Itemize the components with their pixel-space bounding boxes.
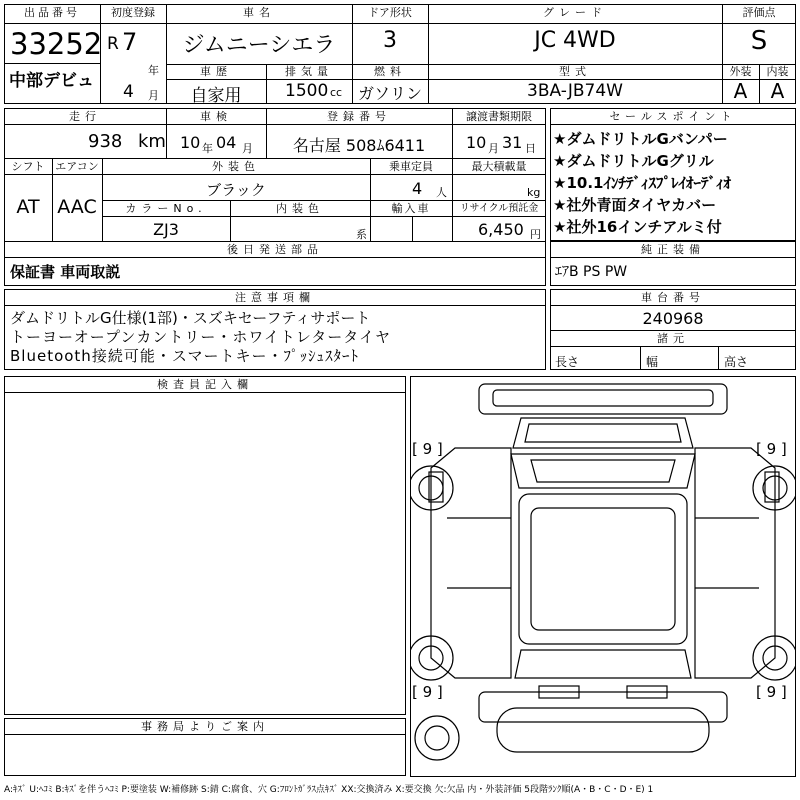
interior-label: 内装 (766, 65, 789, 78)
windshield-outline (511, 454, 695, 488)
first-reg-month: 4 (123, 82, 134, 102)
inspector-label: 検査員記入欄 (157, 378, 253, 391)
divider (102, 200, 546, 201)
divider (412, 216, 413, 241)
notes-label: 注意事項欄 (235, 291, 315, 304)
divider (4, 392, 406, 393)
transfer-due-label: 譲渡書類期限 (466, 110, 532, 123)
interior-grade: A (770, 79, 785, 103)
inspection-year: 10 (180, 133, 201, 152)
history-label: 車歴 (200, 65, 232, 78)
inspection-label: 車検 (200, 110, 232, 123)
first-reg-year: 7 (122, 28, 138, 56)
model-code-value: 3BA-JB74W (527, 81, 623, 101)
divider (4, 174, 546, 175)
shift-value: AT (16, 196, 40, 218)
recycle-value: 6,450 (478, 220, 524, 239)
transfer-day: 31 (502, 133, 523, 152)
inspection-month-unit: 月 (242, 142, 253, 155)
displacement-label: 排気量 (285, 65, 333, 78)
import-label: 輸入車 (391, 202, 431, 215)
divider (4, 305, 546, 306)
equipment-label: 純正装備 (641, 243, 705, 256)
chassis-no-value: 240968 (642, 309, 704, 328)
ext-color-label: 外装色 (212, 160, 260, 173)
tire-mark: [ 9 ] (756, 440, 787, 458)
front-left-wheel (411, 466, 453, 510)
rear-right-wheel (753, 636, 795, 680)
fuel-label: 燃料 (374, 65, 406, 78)
divider (4, 158, 546, 159)
divider (166, 79, 796, 80)
divider (640, 346, 641, 370)
right-side-outline (695, 448, 775, 678)
divider (550, 305, 796, 306)
note-line: ダムドリトルG仕様(1部)・スズキセーフティサポート (10, 309, 371, 327)
front-bumper-outline (479, 384, 727, 414)
color-no-value: ZJ3 (153, 220, 179, 239)
fuel-value: ガソリン (357, 84, 422, 103)
month-unit: 月 (148, 89, 159, 102)
transfer-month-unit: 月 (488, 142, 499, 155)
aircon-label: エアコン (55, 160, 99, 173)
transfer-day-unit: 日 (525, 142, 536, 155)
divider (102, 216, 546, 217)
plate-value: 名古屋 508ﾑ6411 (292, 136, 426, 155)
car-name: ジムニーシエラ (182, 33, 336, 58)
capacity-value: 4 (412, 179, 423, 198)
width-label: 幅 (646, 355, 659, 369)
lot-no-label: 出品番号 (24, 6, 80, 19)
capacity-label: 乗車定員 (389, 160, 433, 173)
seller-name: 中部デビュ (9, 71, 94, 91)
exterior-label: 外装 (729, 65, 752, 78)
chassis-no-label: 車台番号 (641, 291, 705, 304)
length-label: 長さ (555, 355, 580, 369)
spare-tire-outline (497, 708, 709, 752)
divider (4, 124, 546, 125)
office-label: 事務局よりご案内 (141, 720, 269, 733)
lot-number: 33252 (10, 27, 103, 61)
inspection-year-unit: 年 (202, 142, 213, 155)
divider (550, 330, 796, 331)
divider (4, 63, 100, 64)
divider (550, 257, 796, 258)
grade-value: JC 4WD (534, 28, 616, 53)
recycle-label: リサイクル預託金 (459, 203, 539, 214)
score-value: S (750, 26, 768, 56)
divider (718, 346, 719, 370)
sales-point: ★ダムドリトルGバンパー (553, 130, 728, 148)
plate-label: 登録番号 (327, 110, 391, 123)
front-right-wheel (753, 466, 795, 510)
tire-mark: [ 9 ] (412, 683, 443, 701)
recycle-unit: 円 (530, 228, 541, 241)
sales-point: ★社外青面タイヤカバー (553, 196, 717, 214)
divider (4, 241, 546, 242)
doors-label: ドア形状 (368, 6, 412, 19)
color-no-label: カラーNo. (125, 202, 207, 215)
later-parts-value: 保証書 車両取説 (10, 263, 121, 281)
capacity-unit: 人 (436, 186, 447, 199)
mileage-label: 走行 (69, 110, 101, 123)
first-reg-label: 初度登録 (111, 6, 155, 19)
divider (4, 257, 546, 258)
divider (4, 734, 406, 735)
sales-points-label: セールスポイント (609, 110, 737, 123)
divider (550, 346, 796, 347)
note-line: トーヨーオープンカントリー・ホワイトレタータイヤ (10, 328, 392, 346)
era-letter: R (107, 34, 119, 54)
score-label: 評価点 (742, 6, 776, 19)
car-name-label: 車名 (243, 6, 275, 19)
aircon-value: AAC (57, 196, 97, 218)
inspector-block (4, 376, 406, 715)
grade-label: グレード (543, 6, 607, 19)
int-color-unit: 系 (356, 228, 367, 241)
sales-point: ★ダムドリトルGグリル (553, 152, 714, 170)
later-parts-label: 後日発送部品 (227, 243, 323, 256)
divider (550, 124, 796, 125)
rear-left-wheel (411, 636, 453, 680)
model-code-label: 型式 (559, 65, 591, 78)
door-count: 3 (383, 28, 397, 53)
tire-mark: [ 9 ] (756, 683, 787, 701)
max-load-unit: kg (527, 186, 541, 199)
mileage-unit: km (138, 131, 166, 152)
history-value: 自家用 (190, 86, 242, 106)
mileage-value: 938 (88, 131, 123, 152)
spare-wheel (415, 716, 459, 760)
divider (100, 23, 796, 24)
inspection-month: 04 (216, 133, 237, 152)
max-load-label: 最大積載量 (471, 160, 527, 173)
int-color-label: 内装色 (276, 202, 324, 215)
note-line: Bluetooth接続可能・スマートキー・ﾌﾟｯｼｭｽﾀｰﾄ (10, 347, 360, 365)
rear-bumper-outline (479, 692, 727, 722)
equipment-value: ｴｱB PS PW (555, 264, 628, 280)
height-label: 高さ (724, 355, 749, 369)
specs-label: 諸元 (657, 332, 689, 345)
displacement-unit: cc (330, 86, 343, 99)
displacement-value: 1500 (285, 81, 329, 101)
legend-text: A:ｷｽﾞ U:ﾍｺﾐ B:ｷｽﾞを伴うﾍｺﾐ P:要塗装 W:補修跡 S:錆 C:腐食、穴 G:ﾌﾛﾝﾄｶﾞﾗｽ点ｷｽﾞ XX:交換済み X:要交換 欠:欠品 内・外装評価 5段階ﾗﾝｸ順(A・B・C・D・E) 1 (4, 785, 654, 795)
divider (4, 23, 100, 24)
roof-outline (519, 494, 687, 644)
exterior-grade: A (733, 79, 748, 103)
tire-mark: [ 9 ] (412, 440, 443, 458)
hood-outline (513, 418, 693, 448)
ext-color-value: ブラック (206, 181, 266, 199)
transfer-month: 10 (466, 133, 487, 152)
shift-label: シフト (11, 160, 45, 173)
sales-point: ★社外16インチアルミ付 (553, 218, 722, 236)
sales-point: ★10.1ｲﾝﾁﾃﾞｨｽﾌﾟﾚｲｵｰﾃﾞｨｵ (553, 174, 731, 192)
rear-window-outline (515, 650, 691, 678)
car-body-diagram (411, 378, 795, 776)
year-unit: 年 (148, 64, 159, 77)
